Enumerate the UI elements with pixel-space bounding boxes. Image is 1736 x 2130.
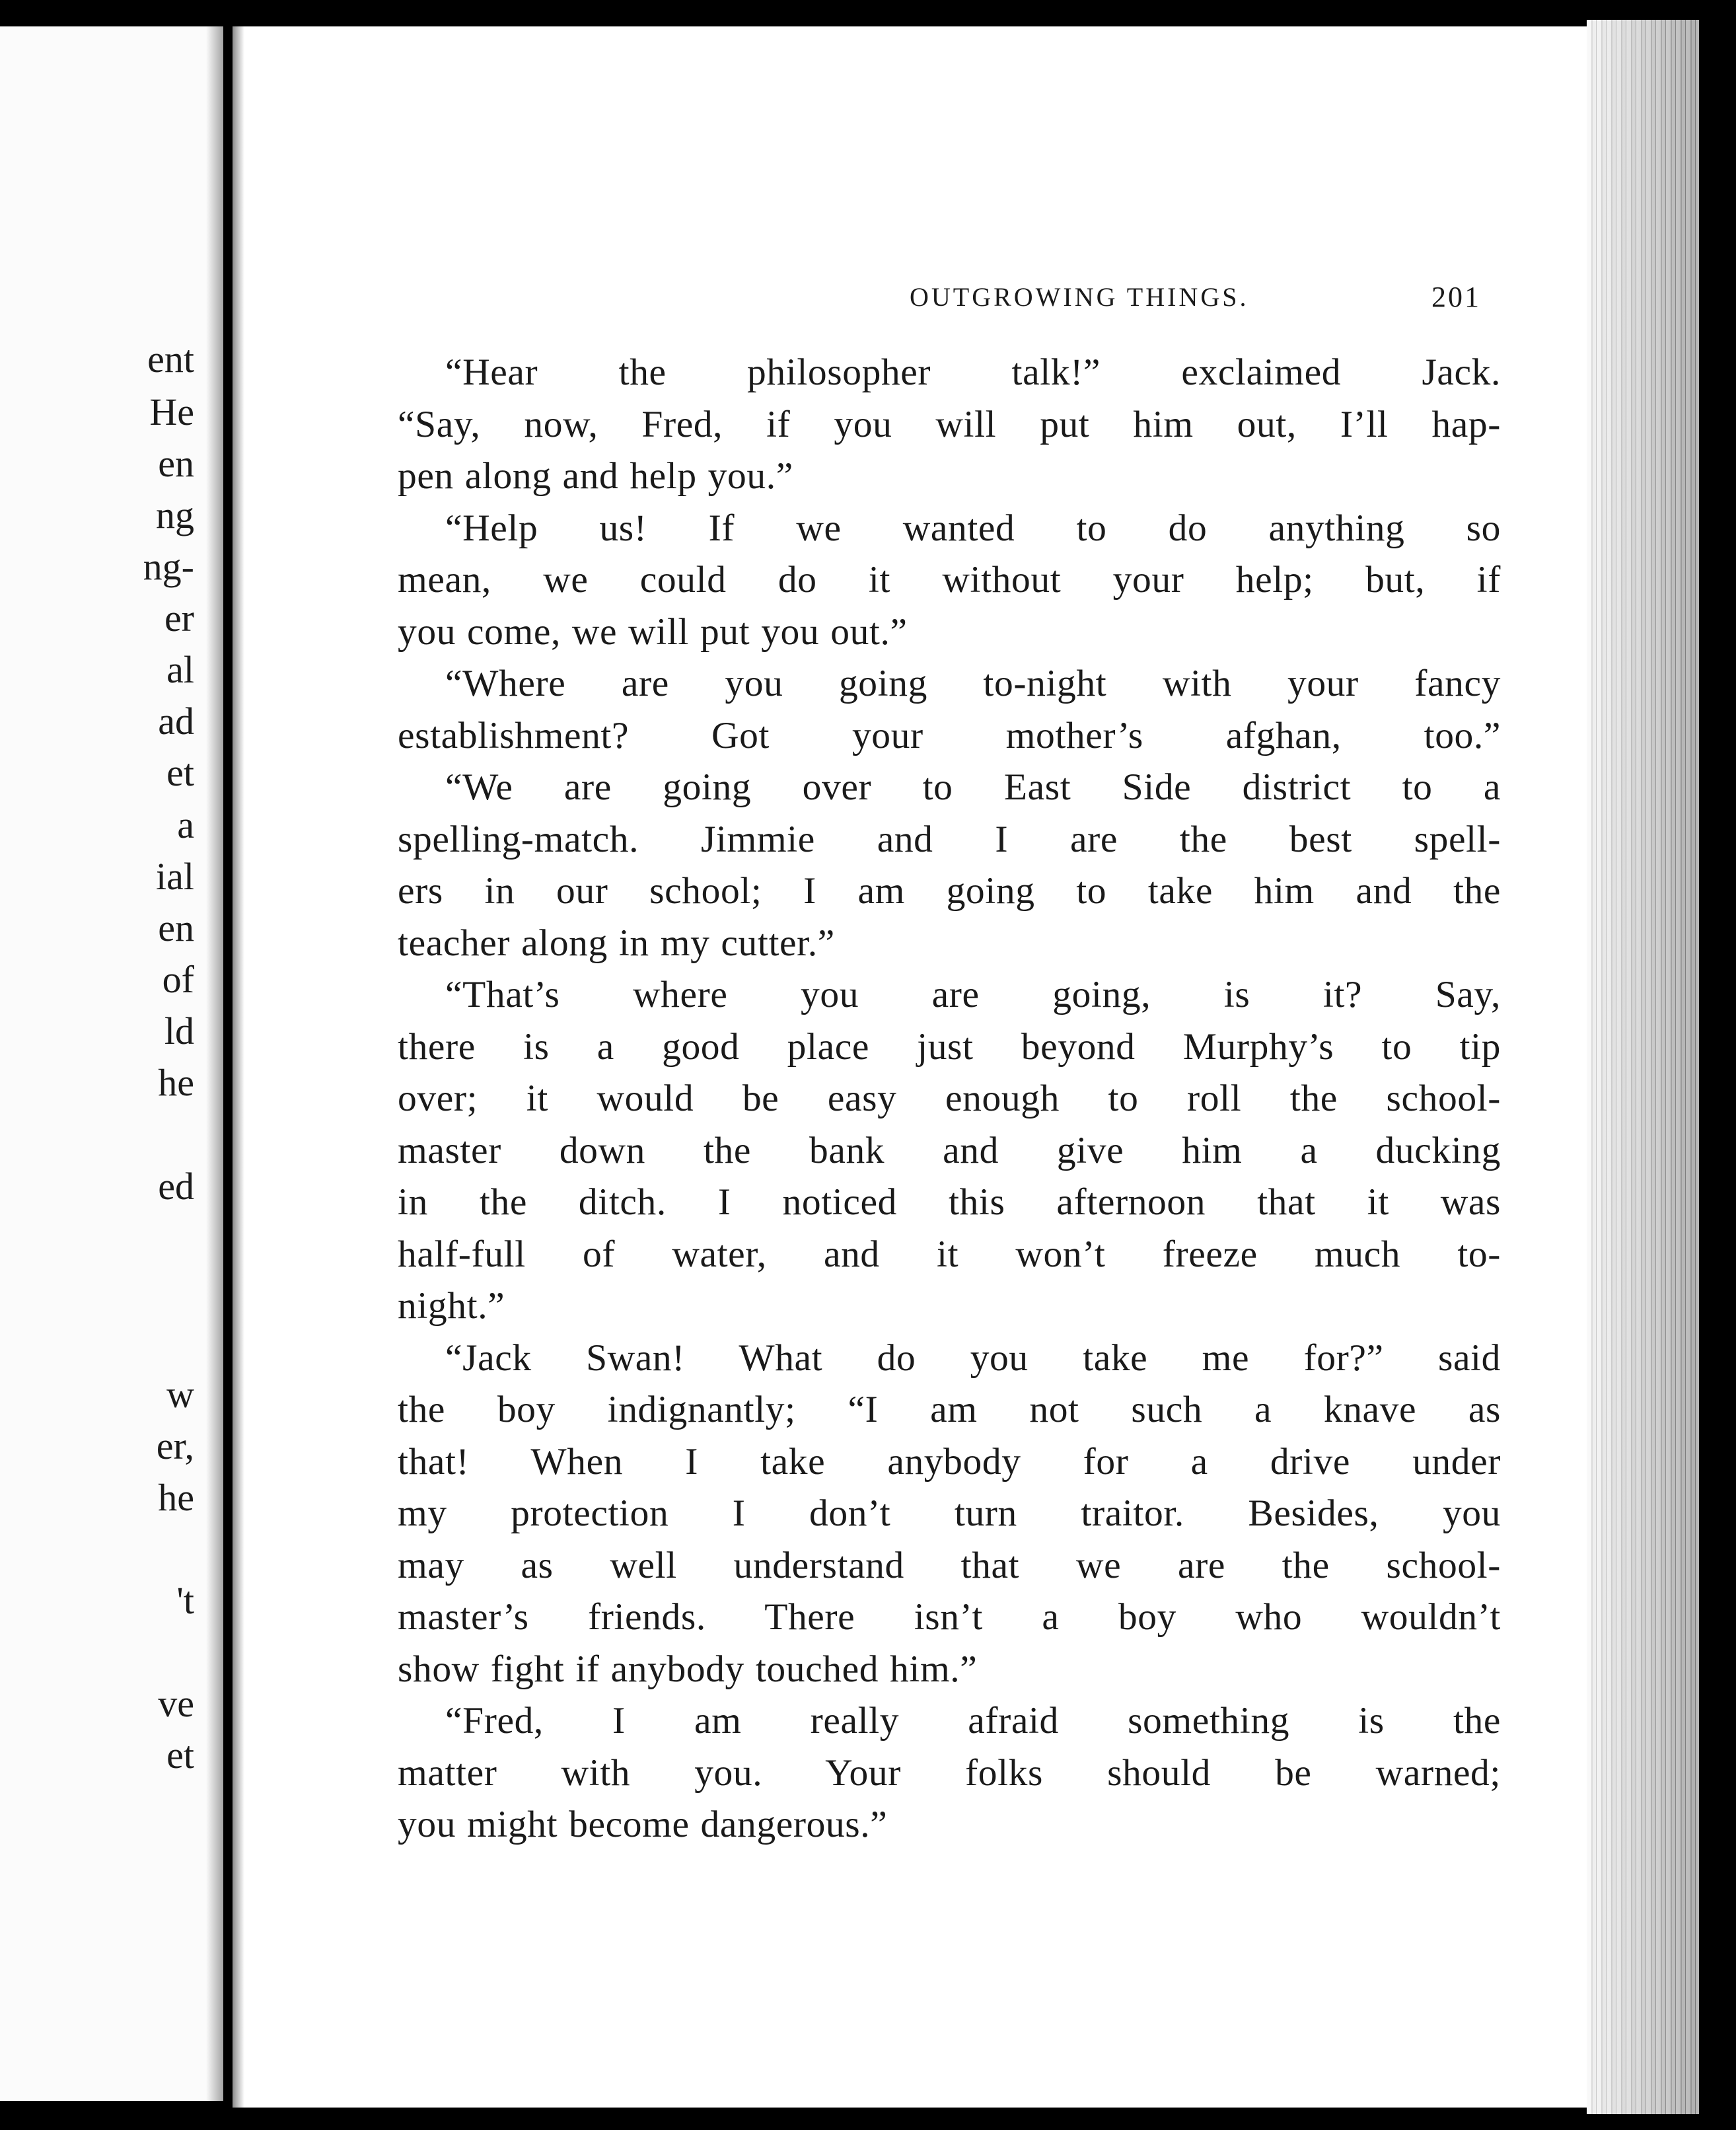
text-line: “Jack Swan! What do you take me for?” said bbox=[445, 1337, 1501, 1379]
left-line-fragment: he bbox=[158, 1061, 194, 1104]
body-text bbox=[398, 347, 1501, 1851]
gutter-shadow bbox=[233, 26, 244, 2108]
text-line: spelling-match. Jimmie and I are the best spell- bbox=[398, 818, 1501, 860]
left-line-fragment: he bbox=[158, 1476, 194, 1519]
text-line: over; it would be easy enough to roll the school- bbox=[398, 1078, 1501, 1119]
left-line-fragment: ial bbox=[156, 855, 194, 898]
text-line: show fight if anybody touched him.” bbox=[398, 1648, 978, 1690]
text-line: may as well understand that we are the school- bbox=[398, 1544, 1501, 1586]
text-line: night.” bbox=[398, 1285, 505, 1327]
left-line-fragment: er, bbox=[156, 1424, 194, 1467]
running-title: OUTGROWING THINGS. bbox=[910, 282, 1249, 312]
text-line: you might become dangerous.” bbox=[398, 1804, 888, 1845]
text-line: “We are going over to East Side district to a bbox=[445, 766, 1501, 808]
text-line: “Help us! If we wanted to do anything so bbox=[445, 507, 1501, 549]
text-line: my protection I don’t turn traitor. Besides, you bbox=[398, 1492, 1501, 1534]
text-line: half-full of water, and it won’t freeze much to- bbox=[398, 1233, 1501, 1275]
edge-fade bbox=[1587, 20, 1699, 2114]
right-page bbox=[233, 26, 1587, 2108]
page-edges bbox=[1587, 20, 1699, 2114]
left-line-fragment: er bbox=[164, 597, 194, 640]
text-line: “That’s where you are going, is it? Say, bbox=[445, 974, 1501, 1015]
text-line: you come, we will put you out.” bbox=[398, 610, 908, 653]
left-facing-page bbox=[0, 26, 223, 2101]
text-line: establishment? Got your mother’s afghan, too.” bbox=[398, 714, 1501, 756]
left-line-fragment: ent bbox=[147, 338, 194, 381]
text-line: pen along and help you.” bbox=[398, 455, 793, 497]
text-line: “Fred, I am really afraid something is the bbox=[445, 1700, 1501, 1742]
left-line-fragment: al bbox=[166, 648, 194, 691]
text-line: matter with you. Your folks should be warned; bbox=[398, 1751, 1501, 1794]
left-line-fragment: a bbox=[177, 803, 194, 846]
text-line: in the ditch. I noticed this afternoon that it was bbox=[398, 1181, 1501, 1223]
left-line-fragment: He bbox=[149, 390, 194, 433]
text-line: mean, we could do it without your help; but, if bbox=[398, 559, 1501, 601]
text-line: “Where are you going to-night with your fancy bbox=[445, 663, 1501, 704]
gutter-shadow bbox=[206, 26, 223, 2101]
left-line-fragment: ld bbox=[164, 1010, 194, 1052]
left-line-fragment: ng- bbox=[143, 545, 194, 588]
left-line-fragment: 't bbox=[176, 1579, 194, 1622]
left-line-fragment: ad bbox=[158, 700, 194, 743]
text-line: there is a good place just beyond Murphy’s to tip bbox=[398, 1025, 1501, 1068]
page-number: 201 bbox=[1431, 281, 1481, 313]
left-line-fragment: of bbox=[162, 958, 194, 1001]
left-line-fragment: et bbox=[166, 751, 194, 794]
text-line: “Say, now, Fred, if you will put him out, I’ll hap- bbox=[398, 403, 1501, 445]
text-line: the boy indignantly; “I am not such a knave as bbox=[398, 1389, 1501, 1430]
left-line-fragment: w bbox=[166, 1373, 194, 1416]
left-line-fragment: ve bbox=[158, 1682, 194, 1725]
text-line: ers in our school; I am going to take him and the bbox=[398, 870, 1501, 912]
text-line: master’s friends. There isn’t a boy who wouldn’t bbox=[398, 1596, 1501, 1638]
left-line-fragment: ed bbox=[158, 1165, 194, 1208]
left-line-fragment: en bbox=[158, 906, 194, 949]
text-line: that! When I take anybody for a drive under bbox=[398, 1440, 1501, 1483]
text-line: “Hear the philosopher talk!” exclaimed Jack. bbox=[445, 351, 1501, 393]
left-line-fragment: ng bbox=[156, 494, 194, 536]
left-line-fragment: et bbox=[166, 1734, 194, 1777]
text-line: master down the bank and give him a ducking bbox=[398, 1129, 1501, 1171]
text-line: teacher along in my cutter.” bbox=[398, 922, 835, 964]
left-line-fragment: en bbox=[158, 442, 194, 485]
